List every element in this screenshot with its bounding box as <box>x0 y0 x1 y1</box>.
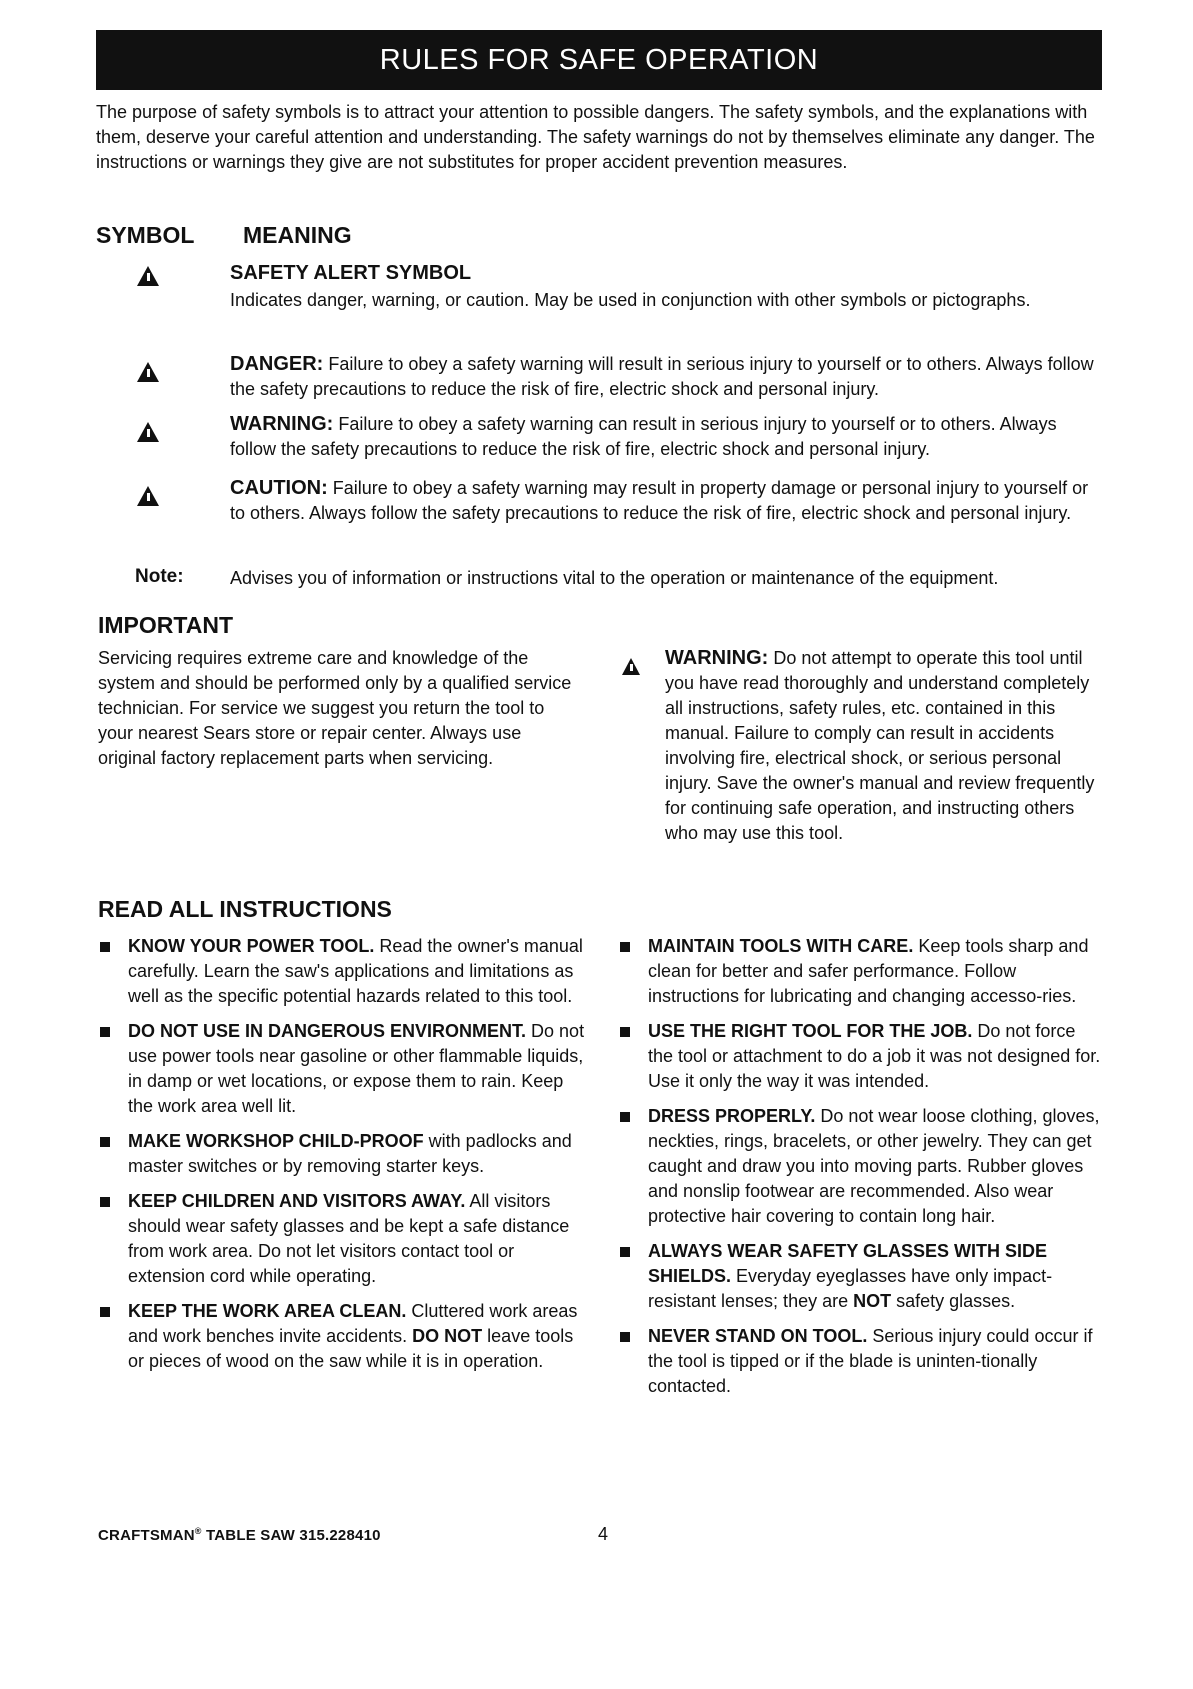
warning-text: Failure to obey a safety warning can result in serious injury to yourself or to others. Always follow the safety precautions to reduce the risk of fire, electric shock and personal injury. <box>230 414 1057 459</box>
item-text-continued: leave tools or pieces of wood on the saw while it is in operation. <box>128 1326 574 1371</box>
item-title: KEEP THE WORK AREA CLEAN. <box>128 1301 407 1321</box>
warning-triangle-icon <box>137 422 159 442</box>
item-title: MAKE WORKSHOP CHILD-PROOF <box>128 1131 424 1151</box>
important-warning-triangle-icon <box>622 658 640 675</box>
list-item <box>98 1129 588 1179</box>
note-text: Advises you of information or instructions vital to the operation or maintenance of the equipment. <box>230 568 999 588</box>
item-emphasis: NOT <box>853 1291 892 1311</box>
item-emphasis: DO NOT <box>412 1326 483 1346</box>
caution-label: CAUTION: <box>230 477 328 499</box>
craftsman-logo: CRAFTSMAN <box>98 1527 195 1544</box>
item-text: All visitors should wear safety glasses and be kept a safe distance from work area. Do not let visitors contact tool or extension cord while operating. <box>128 1191 570 1286</box>
item-title: DRESS PROPERLY. <box>648 1106 816 1126</box>
danger-text: Failure to obey a safety warning will result in serious injury to yourself or to others. Always follow the safety precautions to reduce the risk of fire, electric shock and personal injury. <box>230 354 1094 399</box>
list-item <box>618 1239 1103 1314</box>
footer-brand: CRAFTSMAN® TABLE SAW 315.228410 <box>98 1526 381 1544</box>
important-warning-label: WARNING: <box>665 647 769 669</box>
item-text: Do not force the tool or attachment to do a job it was not designed for. Use it only the way it was intended. <box>648 1021 1101 1091</box>
item-text: Everyday eyeglasses have only impact-resistant lenses; they are <box>648 1266 1053 1311</box>
square-bullet-icon <box>100 942 110 952</box>
list-item <box>98 1019 588 1119</box>
caution-entry <box>230 476 1100 526</box>
list-item <box>98 934 588 1009</box>
footer-model: TABLE SAW 315.228410 <box>206 1527 381 1544</box>
warning-entry <box>230 412 1100 462</box>
list-item <box>98 1299 588 1374</box>
caution-triangle-icon <box>137 486 159 506</box>
intro-paragraph: The purpose of safety symbols is to attract your attention to possible dangers. The safety symbols, and the explanations with them, deserve your careful attention and understanding. The safety warnings do not by themselves eliminate any danger. The instructions or warnings they give are not substitutes for proper accident prevention measures. <box>96 102 1095 172</box>
symbol-column-header: SYMBOL <box>96 222 195 248</box>
item-text-continued: safety glasses. <box>891 1291 1016 1311</box>
item-text: with padlocks and master switches or by removing starter keys. <box>128 1131 572 1176</box>
safety-alert-triangle-icon <box>137 266 159 286</box>
important-warning-text: Do not attempt to operate this tool until you have read thoroughly and understand completely all instructions, safety rules, etc. contained in this manual. Failure to comply can result in accidents involving fire, electrical shock, or serious personal injury. Save the owner's manual and review frequently for continuing safe operation, and instructing others who may use this tool. <box>665 648 1095 843</box>
instructions-right-column <box>618 934 1103 1409</box>
page-banner <box>96 30 1102 90</box>
square-bullet-icon <box>100 1197 110 1207</box>
warning-label: WARNING: <box>230 413 334 435</box>
item-title: KEEP CHILDREN AND VISITORS AWAY. <box>128 1191 466 1211</box>
square-bullet-icon <box>100 1307 110 1317</box>
list-item <box>618 1104 1103 1229</box>
square-bullet-icon <box>620 1332 630 1342</box>
note-label: Note: <box>135 566 184 587</box>
important-heading: IMPORTANT <box>98 612 234 638</box>
list-item <box>618 1019 1103 1094</box>
list-item <box>98 1189 588 1289</box>
square-bullet-icon <box>620 942 630 952</box>
item-title: ALWAYS WEAR SAFETY GLASSES WITH SIDE SHIELDS. <box>648 1241 1048 1286</box>
item-text: Keep tools sharp and clean for better and safer performance. Follow instructions for lubricating and changing accesso-ries. <box>648 936 1089 1006</box>
caution-text: Failure to obey a safety warning may result in property damage or personal injury to yourself or to others. Always follow the safety precautions to reduce the risk of fire, electric shock and personal injury. <box>230 478 1089 523</box>
item-title: KNOW YOUR POWER TOOL. <box>128 936 375 956</box>
list-item <box>618 1324 1103 1399</box>
item-title: NEVER STAND ON TOOL. <box>648 1326 868 1346</box>
read-all-heading: READ ALL INSTRUCTIONS <box>98 896 392 922</box>
danger-label: DANGER: <box>230 353 324 375</box>
item-title: USE THE RIGHT TOOL FOR THE JOB. <box>648 1021 973 1041</box>
instructions-left-column <box>98 934 588 1384</box>
danger-triangle-icon <box>137 362 159 382</box>
alert-symbol-title: SAFETY ALERT SYMBOL <box>230 262 472 284</box>
item-text: Cluttered work areas and work benches invite accidents. <box>128 1301 578 1346</box>
item-text: Do not use power tools near gasoline or other flammable liquids, in damp or wet locations, or expose them to rain. Keep the work area well lit. <box>128 1021 585 1116</box>
important-text: Servicing requires extreme care and knowledge of the system and should be performed only by a qualified service technician. For service we suggest you return the tool to your nearest Sears store or repair center. Always use original factory replacement parts when servicing. <box>98 648 572 768</box>
square-bullet-icon <box>620 1112 630 1122</box>
square-bullet-icon <box>100 1137 110 1147</box>
banner-title: RULES FOR SAFE OPERATION <box>379 43 819 76</box>
item-title: MAINTAIN TOOLS WITH CARE. <box>648 936 914 956</box>
square-bullet-icon <box>100 1027 110 1037</box>
page-number: 4 <box>598 1524 609 1544</box>
item-text: Serious injury could occur if the tool is tipped or if the blade is uninten-tionally contacted. <box>648 1326 1093 1396</box>
list-item <box>618 934 1103 1009</box>
square-bullet-icon <box>620 1027 630 1037</box>
item-text: Read the owner's manual carefully. Learn the saw's applications and limitations as well as the specific potential hazards related to this tool. <box>128 936 583 1006</box>
alert-symbol-text: Indicates danger, warning, or caution. May be used in conjunction with other symbols or pictographs. <box>230 290 1031 310</box>
item-title: DO NOT USE IN DANGEROUS ENVIRONMENT. <box>128 1021 527 1041</box>
important-warning-box <box>665 646 1100 846</box>
item-text: Do not wear loose clothing, gloves, neckties, rings, bracelets, or other jewelry. They can get caught and draw you into moving parts. Rubber gloves and nonslip footwear are recommended. Also wear protective hair covering to contain long hair. <box>648 1106 1100 1226</box>
square-bullet-icon <box>620 1247 630 1257</box>
meaning-column-header: MEANING <box>243 222 352 248</box>
danger-entry <box>230 352 1100 402</box>
